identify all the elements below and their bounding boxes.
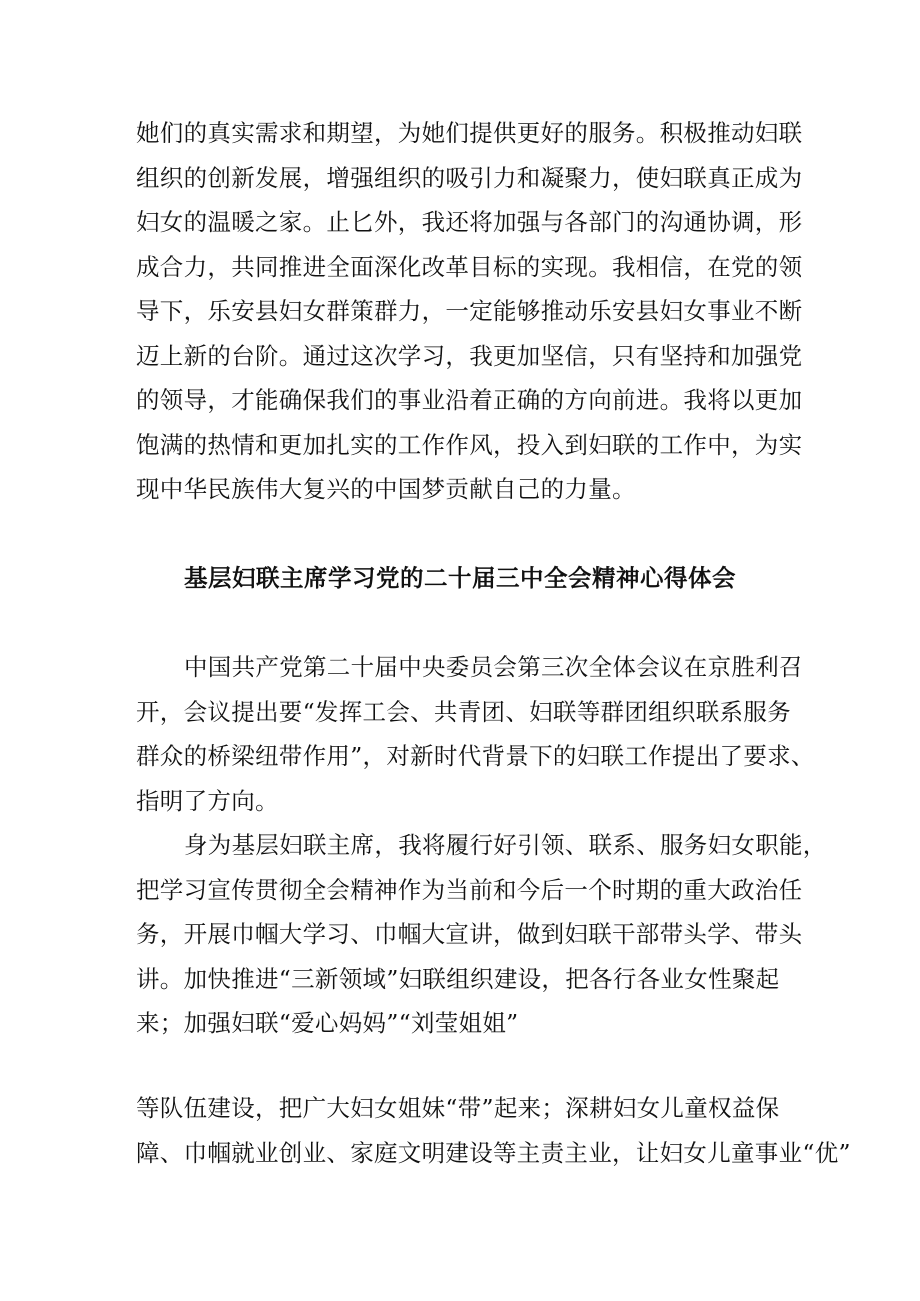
text-line: 中国共产党第二十届中央委员会第三次全体会议在京胜利召 [184, 653, 803, 681]
text-line: 饱满的热情和更加扎实的工作作风，投入到妇联的工作中，为实 [136, 430, 803, 459]
text-line: 障、巾帼就业创业、家庭文明建设等主责主业，让妇女儿童事业“优” [136, 1138, 851, 1167]
paragraph-3 [136, 1086, 851, 1175]
text-line: 导下，乐安县妇女群策群力，一定能够推动乐安县妇女事业不断 [136, 297, 803, 325]
text-line: 迈上新的台阶。通过这次学习，我更加坚信，只有坚持和加强党 [136, 341, 803, 370]
text-line: 现中华民族伟大复兴的中国梦贡献自己的力量。 [136, 475, 636, 503]
text-line: 把学习宣传贯彻全会精神作为当前和今后一个时期的重大政治任 [136, 875, 803, 904]
paragraph-1 [136, 645, 815, 823]
text-line: 讲。加快推进“三新领域”妇联组织建设，把各行各业女性聚起 [136, 964, 780, 993]
text-line: 务，开展巾帼大学习、巾帼大宣讲，做到妇联干部带头学、带头 [136, 920, 803, 948]
text-line: 妇女的温暖之家。止匕外，我还将加强与各部门的沟通协调，形 [136, 208, 803, 236]
paragraph-2 [136, 823, 827, 1046]
text-line: 成合力，共同推进全面深化改革目标的实现。我相信，在党的领 [136, 252, 803, 281]
continued-paragraph [136, 111, 803, 512]
text-line: 身为基层妇联主席，我将履行好引领、联系、服务妇女职能， [184, 831, 827, 859]
article-title: 基层妇联主席学习党的二十届三中全会精神心得体会 [184, 564, 736, 592]
text-line: 她们的真实需求和期望，为她们提供更好的服务。积极推动妇联 [136, 119, 803, 147]
text-line: 等队伍建设，把广大妇女姐妹“带”起来；深耕妇女儿童权益保 [136, 1094, 780, 1122]
text-line: 指明了方向。 [136, 786, 279, 815]
text-line: 来；加强妇联“爱心妈妈”“刘莹姐姐” [136, 1009, 519, 1037]
text-line: 群众的桥梁纽带作用”，对新时代背景下的妇联工作提出了要求、 [136, 742, 815, 770]
text-line: 组织的创新发展，增强组织的吸引力和凝聚力，使妇联真正成为 [136, 163, 803, 192]
text-line: 开，会议提出要“发挥工会、共青团、妇联等群团组织联系服务 [136, 697, 791, 726]
text-line: 的领导，才能确保我们的事业沿着正确的方向前进。我将以更加 [136, 386, 803, 414]
